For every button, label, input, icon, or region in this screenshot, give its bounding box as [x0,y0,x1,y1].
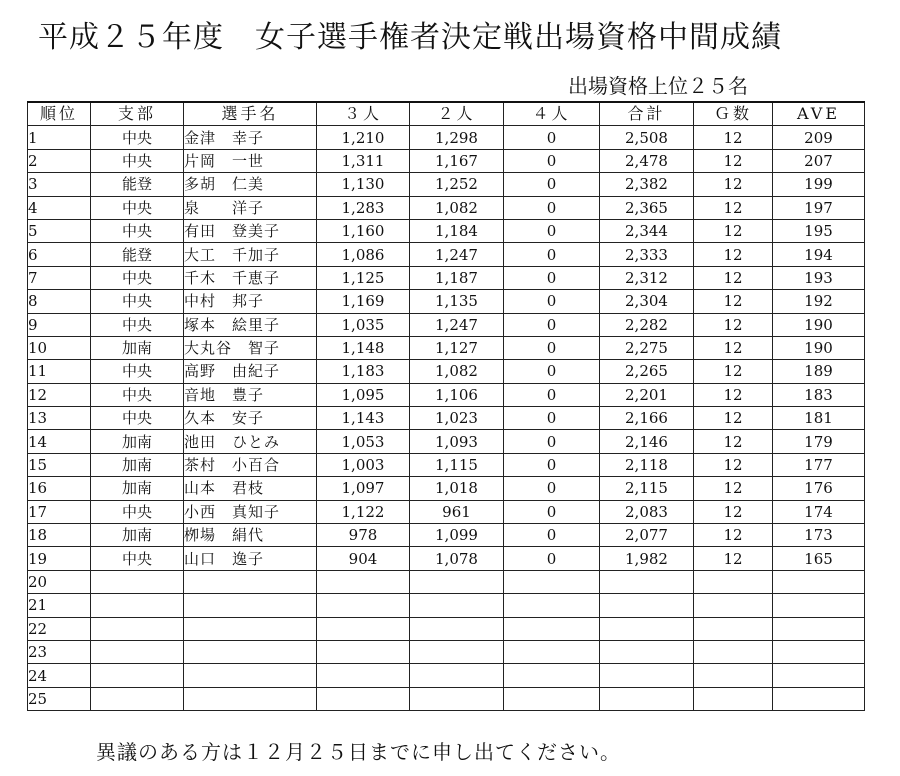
game-count-cell [694,640,773,663]
four-person-cell: 0 [504,243,600,266]
average-cell: 190 [773,313,865,336]
two-person-cell: 961 [410,500,504,523]
total-cell: 2,304 [600,290,694,313]
average-cell [773,687,865,710]
three-person-cell: 1,210 [317,126,410,149]
four-person-cell: 0 [504,266,600,289]
name-cell: 多胡 仁美 [184,173,317,196]
four-person-cell: 0 [504,219,600,242]
total-cell: 2,365 [600,196,694,219]
table-row [28,243,865,266]
average-cell: 190 [773,336,865,359]
table-row [28,173,865,196]
four-person-cell: 0 [504,336,600,359]
two-person-cell [410,617,504,640]
three-person-cell: 1,311 [317,149,410,172]
rank-cell: 22 [28,617,91,640]
game-count-cell: 12 [694,453,773,476]
rank-cell: 18 [28,524,91,547]
footer-note: 異議のある方は１２月２５日までに申し出てください。 [96,740,621,764]
game-count-cell: 12 [694,149,773,172]
rank-cell: 24 [28,664,91,687]
name-cell: 山口 逸子 [184,547,317,570]
three-person-cell: 1,169 [317,290,410,313]
game-count-cell: 12 [694,360,773,383]
four-person-cell [504,617,600,640]
three-person-cell: 1,053 [317,430,410,453]
total-cell: 2,508 [600,126,694,149]
average-cell: 195 [773,219,865,242]
game-count-cell: 12 [694,243,773,266]
three-person-cell: 1,086 [317,243,410,266]
three-person-cell: 1,003 [317,453,410,476]
branch-cell: 加南 [91,524,184,547]
table-row [28,617,865,640]
game-count-cell: 12 [694,407,773,430]
total-cell: 2,146 [600,430,694,453]
three-person-cell: 1,160 [317,219,410,242]
two-person-cell: 1,127 [410,336,504,359]
game-count-cell [694,687,773,710]
two-person-cell: 1,082 [410,360,504,383]
two-person-cell: 1,298 [410,126,504,149]
table-row [28,430,865,453]
four-person-cell: 0 [504,126,600,149]
total-cell: 2,275 [600,336,694,359]
header-two-person: ２人 [410,102,504,126]
branch-cell: 中央 [91,407,184,430]
branch-cell: 加南 [91,453,184,476]
rank-cell: 21 [28,594,91,617]
game-count-cell [694,570,773,593]
header-player-name: 選手名 [184,102,317,126]
table-row [28,664,865,687]
game-count-cell: 12 [694,290,773,313]
rank-cell: 2 [28,149,91,172]
results-table [27,101,865,711]
branch-cell: 中央 [91,290,184,313]
branch-cell: 能登 [91,173,184,196]
two-person-cell: 1,247 [410,243,504,266]
two-person-cell: 1,135 [410,290,504,313]
game-count-cell: 12 [694,336,773,359]
four-person-cell: 0 [504,407,600,430]
rank-cell: 6 [28,243,91,266]
three-person-cell: 904 [317,547,410,570]
three-person-cell: 978 [317,524,410,547]
rank-cell: 7 [28,266,91,289]
two-person-cell [410,664,504,687]
total-cell [600,640,694,663]
total-cell [600,664,694,687]
game-count-cell: 12 [694,266,773,289]
three-person-cell [317,594,410,617]
name-cell [184,664,317,687]
three-person-cell: 1,097 [317,477,410,500]
average-cell: 209 [773,126,865,149]
three-person-cell [317,640,410,663]
game-count-cell: 12 [694,219,773,242]
rank-cell: 14 [28,430,91,453]
game-count-cell: 12 [694,313,773,336]
name-cell [184,594,317,617]
game-count-cell: 12 [694,547,773,570]
rank-cell: 5 [28,219,91,242]
rank-cell: 4 [28,196,91,219]
table-row [28,453,865,476]
average-cell [773,570,865,593]
four-person-cell [504,594,600,617]
table-row [28,196,865,219]
branch-cell: 中央 [91,383,184,406]
total-cell: 2,077 [600,524,694,547]
branch-cell: 能登 [91,243,184,266]
name-cell: 池田 ひとみ [184,430,317,453]
table-row [28,500,865,523]
header-total: 合計 [600,102,694,126]
table-row [28,219,865,242]
header-branch: 支部 [91,102,184,126]
four-person-cell: 0 [504,500,600,523]
branch-cell: 中央 [91,313,184,336]
two-person-cell: 1,167 [410,149,504,172]
two-person-cell: 1,078 [410,547,504,570]
table-row [28,477,865,500]
branch-cell: 中央 [91,196,184,219]
table-row [28,126,865,149]
average-cell: 174 [773,500,865,523]
four-person-cell [504,687,600,710]
branch-cell: 中央 [91,547,184,570]
table-row [28,594,865,617]
four-person-cell: 0 [504,430,600,453]
header-three-person: ３人 [317,102,410,126]
branch-cell: 加南 [91,477,184,500]
table-row [28,336,865,359]
name-cell: 音地 豊子 [184,383,317,406]
rank-cell: 8 [28,290,91,313]
total-cell: 2,083 [600,500,694,523]
name-cell [184,640,317,663]
total-cell: 2,118 [600,453,694,476]
table-row [28,547,865,570]
four-person-cell: 0 [504,313,600,336]
four-person-cell: 0 [504,477,600,500]
rank-cell: 17 [28,500,91,523]
total-cell: 2,312 [600,266,694,289]
two-person-cell: 1,187 [410,266,504,289]
branch-cell: 中央 [91,360,184,383]
average-cell: 197 [773,196,865,219]
page-subtitle: 出場資格上位２５名 [568,74,748,98]
branch-cell: 中央 [91,500,184,523]
three-person-cell [317,617,410,640]
three-person-cell: 1,095 [317,383,410,406]
four-person-cell: 0 [504,453,600,476]
two-person-cell [410,570,504,593]
rank-cell: 12 [28,383,91,406]
game-count-cell: 12 [694,477,773,500]
branch-cell [91,664,184,687]
name-cell [184,570,317,593]
average-cell: 165 [773,547,865,570]
four-person-cell: 0 [504,149,600,172]
total-cell: 2,265 [600,360,694,383]
four-person-cell [504,640,600,663]
table-row [28,290,865,313]
name-cell [184,687,317,710]
average-cell: 181 [773,407,865,430]
rank-cell: 9 [28,313,91,336]
total-cell [600,687,694,710]
rank-cell: 11 [28,360,91,383]
name-cell: 栁場 絹代 [184,524,317,547]
total-cell: 2,201 [600,383,694,406]
two-person-cell [410,640,504,663]
three-person-cell: 1,148 [317,336,410,359]
average-cell: 193 [773,266,865,289]
branch-cell: 中央 [91,219,184,242]
game-count-cell: 12 [694,430,773,453]
game-count-cell: 12 [694,196,773,219]
rank-cell: 3 [28,173,91,196]
two-person-cell: 1,115 [410,453,504,476]
table-row [28,313,865,336]
three-person-cell [317,570,410,593]
three-person-cell: 1,122 [317,500,410,523]
average-cell: 192 [773,290,865,313]
total-cell: 2,344 [600,219,694,242]
total-cell: 2,478 [600,149,694,172]
two-person-cell: 1,023 [410,407,504,430]
two-person-cell: 1,018 [410,477,504,500]
average-cell: 173 [773,524,865,547]
name-cell: 大丸谷 智子 [184,336,317,359]
four-person-cell: 0 [504,524,600,547]
branch-cell [91,687,184,710]
two-person-cell [410,594,504,617]
game-count-cell [694,664,773,687]
rank-cell: 20 [28,570,91,593]
table-row [28,360,865,383]
name-cell: 有田 登美子 [184,219,317,242]
two-person-cell: 1,252 [410,173,504,196]
branch-cell [91,594,184,617]
total-cell [600,594,694,617]
name-cell: 金津 幸子 [184,126,317,149]
total-cell: 2,282 [600,313,694,336]
average-cell [773,594,865,617]
rank-cell: 19 [28,547,91,570]
branch-cell: 加南 [91,430,184,453]
total-cell: 1,982 [600,547,694,570]
total-cell [600,617,694,640]
two-person-cell: 1,093 [410,430,504,453]
four-person-cell: 0 [504,173,600,196]
average-cell: 177 [773,453,865,476]
three-person-cell: 1,143 [317,407,410,430]
name-cell: 高野 由紀子 [184,360,317,383]
branch-cell [91,640,184,663]
branch-cell [91,617,184,640]
header-four-person: ４人 [504,102,600,126]
name-cell: 中村 邦子 [184,290,317,313]
branch-cell: 中央 [91,126,184,149]
total-cell: 2,333 [600,243,694,266]
average-cell: 176 [773,477,865,500]
three-person-cell [317,664,410,687]
average-cell: 179 [773,430,865,453]
branch-cell [91,570,184,593]
rank-cell: 13 [28,407,91,430]
four-person-cell: 0 [504,290,600,313]
three-person-cell: 1,130 [317,173,410,196]
page-title: 平成２５年度 女子選手権者決定戦出場資格中間成績 [38,20,782,55]
four-person-cell [504,664,600,687]
four-person-cell: 0 [504,196,600,219]
game-count-cell: 12 [694,524,773,547]
name-cell: 塚本 絵里子 [184,313,317,336]
branch-cell: 中央 [91,149,184,172]
three-person-cell: 1,035 [317,313,410,336]
game-count-cell [694,594,773,617]
header-game-count: Ｇ数 [694,102,773,126]
name-cell: 久本 安子 [184,407,317,430]
game-count-cell: 12 [694,383,773,406]
header-average: AVE [773,102,865,126]
game-count-cell: 12 [694,500,773,523]
four-person-cell: 0 [504,360,600,383]
table-row [28,407,865,430]
average-cell [773,640,865,663]
average-cell: 194 [773,243,865,266]
rank-cell: 23 [28,640,91,663]
average-cell: 199 [773,173,865,196]
two-person-cell [410,687,504,710]
two-person-cell: 1,099 [410,524,504,547]
name-cell: 小西 真知子 [184,500,317,523]
two-person-cell: 1,247 [410,313,504,336]
game-count-cell [694,617,773,640]
rank-cell: 25 [28,687,91,710]
four-person-cell: 0 [504,547,600,570]
table-row [28,383,865,406]
table-row [28,687,865,710]
average-cell: 189 [773,360,865,383]
name-cell: 千木 千恵子 [184,266,317,289]
rank-cell: 16 [28,477,91,500]
table-row [28,570,865,593]
two-person-cell: 1,106 [410,383,504,406]
table-row [28,524,865,547]
three-person-cell: 1,125 [317,266,410,289]
total-cell: 2,382 [600,173,694,196]
rank-cell: 1 [28,126,91,149]
table-body [28,126,865,711]
four-person-cell [504,570,600,593]
branch-cell: 中央 [91,266,184,289]
game-count-cell: 12 [694,173,773,196]
table-row [28,640,865,663]
average-cell: 207 [773,149,865,172]
rank-cell: 10 [28,336,91,359]
average-cell [773,664,865,687]
average-cell: 183 [773,383,865,406]
branch-cell: 加南 [91,336,184,359]
table-row [28,149,865,172]
rank-cell: 15 [28,453,91,476]
name-cell: 泉 洋子 [184,196,317,219]
name-cell: 山本 君枝 [184,477,317,500]
total-cell: 2,166 [600,407,694,430]
four-person-cell: 0 [504,383,600,406]
table-row [28,266,865,289]
three-person-cell: 1,183 [317,360,410,383]
three-person-cell [317,687,410,710]
table-header-row [28,102,865,126]
two-person-cell: 1,184 [410,219,504,242]
name-cell: 茶村 小百合 [184,453,317,476]
name-cell: 片岡 一世 [184,149,317,172]
game-count-cell: 12 [694,126,773,149]
header-rank: 順位 [28,102,91,126]
three-person-cell: 1,283 [317,196,410,219]
total-cell: 2,115 [600,477,694,500]
name-cell: 大工 千加子 [184,243,317,266]
average-cell [773,617,865,640]
name-cell [184,617,317,640]
two-person-cell: 1,082 [410,196,504,219]
total-cell [600,570,694,593]
